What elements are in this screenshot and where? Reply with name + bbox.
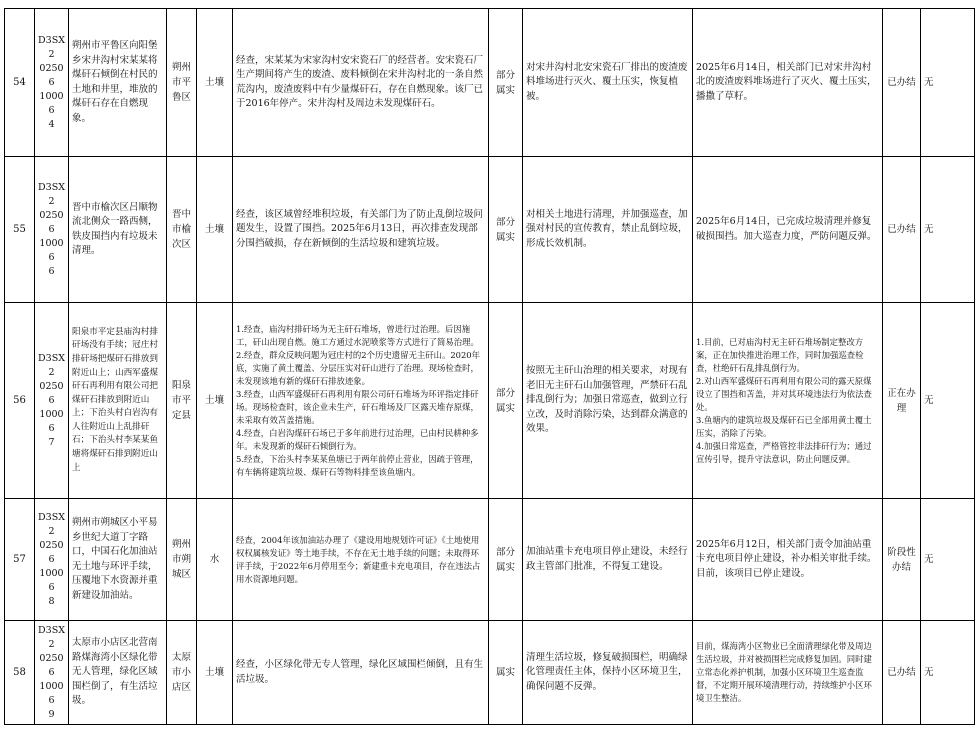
verdict: 部分属实: [489, 499, 523, 621]
case-code: D3SX2 02506 10006 8: [35, 499, 69, 621]
accountability: 无: [921, 621, 975, 725]
region: 朔州市朔城区: [167, 499, 197, 621]
rectification-measures: 加油站重卡充电项目停止建设，未经行政主管部门批准，不得复工建设。: [523, 499, 693, 621]
case-code: D3SX2 02506 10006 9: [35, 621, 69, 725]
pollution-type: 土壤: [197, 157, 233, 303]
investigation-findings: 经查，该区域曾经堆积垃圾，有关部门为了防止乱倒垃圾问题发生，设置了围挡。2025年6月13日，再次排查发现部分围挡破损，存在新倾倒的生活垃圾和建筑垃圾。: [233, 157, 489, 303]
region: 太原市小店区: [167, 621, 197, 725]
row-number: 56: [5, 303, 35, 499]
case-code: D3SX2 02506 10006 6: [35, 157, 69, 303]
rectification-measures: 按照无主矸山治理的相关要求，对现有老旧无主矸石山加强管理，严禁矸石乱排乱倒行为；加强日常巡查，做到立行立改，及时消除污染，达到群众满意的效果。: [523, 303, 693, 499]
status: 已办结: [883, 9, 921, 157]
region: 朔州市平鲁区: [167, 9, 197, 157]
pollution-type: 土壤: [197, 303, 233, 499]
table-row: [5, 303, 975, 499]
accountability: 无: [921, 9, 975, 157]
accountability: 无: [921, 499, 975, 621]
row-number: 54: [5, 9, 35, 157]
verdict: 部分属实: [489, 303, 523, 499]
case-code: D3SX2 02506 10006 7: [35, 303, 69, 499]
progress: 目前，煤海湾小区物业已全面清理绿化带及周边生活垃圾，并对被损围栏完成修复加固。同时建立常态化养护机制，加强小区环境卫生巡查监督，不定期开展环境清理行动，持续维护小区环境卫生整洁。: [693, 621, 883, 725]
progress: 2025年6月14日，已完成垃圾清理并修复破损围挡。加大巡查力度，严防问题反弹。: [693, 157, 883, 303]
case-code: D3SX2 02506 10006 4: [35, 9, 69, 157]
complaint-table: [4, 8, 975, 725]
investigation-findings: 经查，小区绿化带无专人管理，绿化区域围栏倾倒，且有生活垃圾。: [233, 621, 489, 725]
table-row: [5, 621, 975, 725]
pollution-type: 土壤: [197, 621, 233, 725]
region: 晋中市榆次区: [167, 157, 197, 303]
table-row: [5, 157, 975, 303]
rectification-measures: 对宋井沟村北安宋瓷石厂排出的废渣废料堆场进行灭火、覆土压实，恢复植被。: [523, 9, 693, 157]
investigation-findings: 经查，宋某某为宋家沟村安宋瓷石厂的经营者。安宋瓷石厂生产期间将产生的废渣、废料倾倒在宋井沟村北的一条自然荒沟内，废渣废料中有少量煤矸石，存在自燃现象。该厂已于2016年停产。宋井沟村及周边未发现煤矸石。: [233, 9, 489, 157]
pollution-type: 水: [197, 499, 233, 621]
progress: 2025年6月14日，相关部门已对宋井沟村北的废渣废料堆场进行了灭火、覆土压实，播撒了草籽。: [693, 9, 883, 157]
complaint-content: 朔州市朔城区小平易乡世纪大道丁字路口，中国石化加油站无土地与环评手续，压覆地下水资源并重新建设加油站。: [69, 499, 167, 621]
pollution-type: 土壤: [197, 9, 233, 157]
complaint-content: 朔州市平鲁区向阳堡乡宋井沟村宋某某将煤矸石倾倒在村民的土地和井里，堆放的煤矸石存在自燃现象。: [69, 9, 167, 157]
status: 正在办理: [883, 303, 921, 499]
rectification-measures: 对相关土地进行清理，并加强巡查，加强对村民的宣传教育，禁止乱倒垃圾，形成长效机制。: [523, 157, 693, 303]
table-row: [5, 9, 975, 157]
table-row: [5, 499, 975, 621]
rectification-measures: 清理生活垃圾，修复破损围栏，明确绿化管理责任主体，保持小区环境卫生，确保问题不反弹。: [523, 621, 693, 725]
progress: 1.目前，已对庙沟村无主矸石堆场制定整改方案，正在加快推进治理工作，同时加强巡查检查，杜绝矸石乱排乱倒行为。 2.对山西军盛煤矸石再利用有限公司的露天原煤设立了围挡和苫盖，并对其环境违法行为依法查处。 3.鱼塘内的建筑垃圾及煤矸石已全部用黄土覆土压实，消除了污染。 4.加强日常巡查，严格管控非法排矸行为；通过宣传引导，提升守法意识，防止问题反弹。: [693, 303, 883, 499]
accountability: 无: [921, 157, 975, 303]
accountability: 无: [921, 303, 975, 499]
progress: 2025年6月12日，相关部门责令加油站重卡充电项目停止建设，补办相关审批手续。目前，该项目已停止建设。: [693, 499, 883, 621]
row-number: 55: [5, 157, 35, 303]
complaint-content: 太原市小店区北营南路煤海湾小区绿化带无人管理，绿化区域围栏倒了，有生活垃圾。: [69, 621, 167, 725]
region: 阳泉市平定县: [167, 303, 197, 499]
row-number: 57: [5, 499, 35, 621]
row-number: 58: [5, 621, 35, 725]
investigation-findings: 经查，2004年该加油站办理了《建设用地规划许可证》《土地使用权权属核发证》等土地手续，不存在无土地手续的问题；未取得环评手续，于2022年6月停用至今；新建重卡充电项目，存在违法占用水资源地问题。: [233, 499, 489, 621]
verdict: 部分属实: [489, 157, 523, 303]
status: 已办结: [883, 157, 921, 303]
verdict: 部分属实: [489, 9, 523, 157]
complaint-content: 晋中市榆次区吕顺物流北侧众一路西侧，铁皮围挡内有垃圾未清理。: [69, 157, 167, 303]
status: 阶段性办结: [883, 499, 921, 621]
investigation-findings: 1.经查，庙沟村排矸场为无主矸石堆场，曾进行过治理。后因施工，矸山出现自燃。施工方通过水泥喷浆等方式进行了简易治理。 2.经查，群众反映问题为冠庄村的2个历史遗留无主矸山。2020年底，实施了黄土覆盖、分层压实对矸山进行了治理。现场检查时，未发现该地有新的煤矸石排放迹象。 3.经查，山西军盛煤矸石再利用有限公司矸石堆场为环评指定排矸场。现场检查时，该企业未生产，矸石堆场及厂区露天堆存原煤，未采取有效苫盖措施。 4.经查，白岩沟煤矸石场已于多年前进行过治理，已由村民耕种多年。未发现新的煤矸石倾倒行为。 5.经查，下治头村李某某鱼塘已于两年前停止营业，因疏于管理，有车辆将建筑垃圾、煤矸石等物料排至该鱼塘内。: [233, 303, 489, 499]
status: 已办结: [883, 621, 921, 725]
complaint-content: 阳泉市平定县庙沟村排矸场没有手续；冠庄村排矸场把煤矸石排放到附近山上；山西军盛煤矸石再利用有限公司把煤矸石排放到附近山上；下治头村白岩沟有人往附近山上乱排矸石；下治头村李某某鱼塘将煤矸石排到附近山上: [69, 303, 167, 499]
verdict: 属实: [489, 621, 523, 725]
